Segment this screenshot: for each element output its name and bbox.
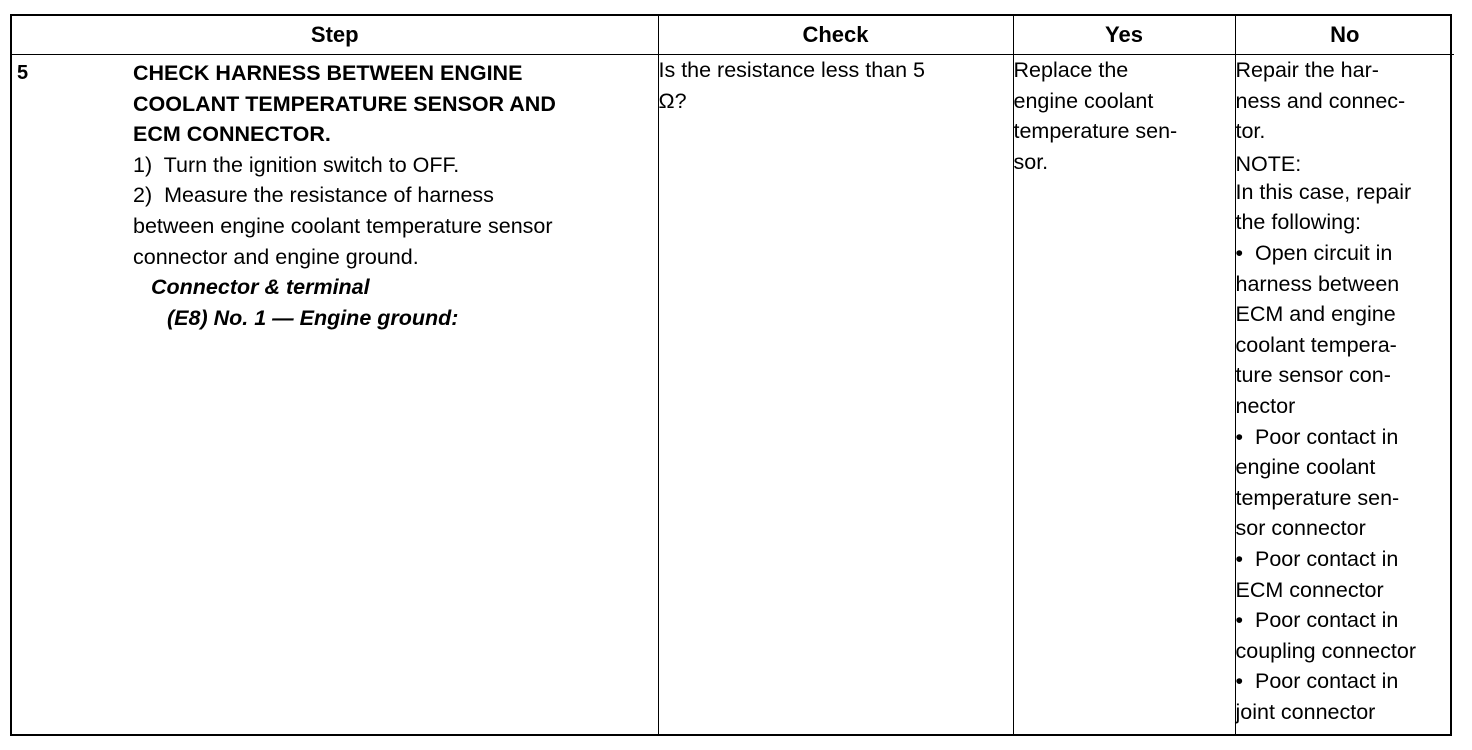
header-step: Step [12, 16, 658, 55]
table-header-row [12, 16, 1454, 55]
step-title-line: COOLANT TEMPERATURE SENSOR AND [133, 91, 556, 116]
no-item-line: ECM connector [1235, 577, 1384, 602]
yes-line: sor. [1013, 149, 1049, 174]
table-row [12, 55, 1454, 735]
note-line: In this case, repair [1235, 179, 1412, 204]
yes-cell [1013, 55, 1235, 735]
no-item-line: • Poor contact in [1235, 669, 1399, 694]
yes-line: engine coolant [1013, 88, 1154, 113]
no-item-line: ture sensor con- [1235, 363, 1391, 388]
no-item-line: sor connector [1235, 516, 1366, 541]
step-instruction-line: 1) Turn the ignition switch to OFF. [133, 152, 460, 177]
connector-terminal-label: Connector & terminal [151, 275, 370, 300]
no-item-line: temperature sen- [1235, 485, 1400, 510]
step-instruction-line: connector and engine ground. [133, 244, 419, 269]
step-instruction-line: 2) Measure the resistance of harness [133, 183, 494, 208]
step-title-line: ECM CONNECTOR. [133, 122, 331, 147]
no-intro-line: tor. [1235, 119, 1266, 144]
no-item-line: coupling connector [1235, 638, 1416, 663]
header-check: Check [658, 16, 1013, 55]
yes-line: temperature sen- [1013, 119, 1178, 144]
no-cell [1235, 55, 1454, 735]
check-cell [658, 55, 1013, 735]
no-intro-line: ness and connec- [1235, 88, 1406, 113]
no-item-line: coolant tempera- [1235, 332, 1397, 357]
no-item-line: • Open circuit in [1235, 240, 1393, 265]
no-item-line: joint connector [1235, 699, 1376, 724]
diagnostic-table [12, 16, 1454, 734]
step-cell [12, 55, 658, 735]
step-title-line: CHECK HARNESS BETWEEN ENGINE [133, 61, 523, 85]
no-item-line: • Poor contact in [1235, 546, 1399, 571]
yes-line: Replace the [1013, 58, 1129, 82]
step-number: 5 [17, 62, 29, 84]
diagnostic-table-frame [10, 14, 1452, 736]
note-label: NOTE: [1235, 151, 1302, 176]
check-line: Is the resistance less than 5 [658, 58, 926, 82]
no-item-line: • Poor contact in [1235, 424, 1399, 449]
header-yes: Yes [1013, 16, 1235, 55]
no-item-line: engine coolant [1235, 455, 1376, 480]
no-intro-line: Repair the har- [1235, 58, 1379, 82]
step-instruction-line: between engine coolant temperature sensor [133, 213, 553, 238]
connector-terminal-detail: (E8) No. 1 — Engine ground: [167, 305, 459, 330]
step-body [133, 55, 658, 333]
header-no: No [1235, 16, 1454, 55]
note-line: the following: [1235, 210, 1361, 235]
check-line: Ω? [658, 88, 687, 113]
no-item-line: • Poor contact in [1235, 608, 1399, 633]
no-item-line: nector [1235, 393, 1296, 418]
no-item-line: harness between [1235, 271, 1400, 296]
no-item-line: ECM and engine [1235, 302, 1396, 327]
